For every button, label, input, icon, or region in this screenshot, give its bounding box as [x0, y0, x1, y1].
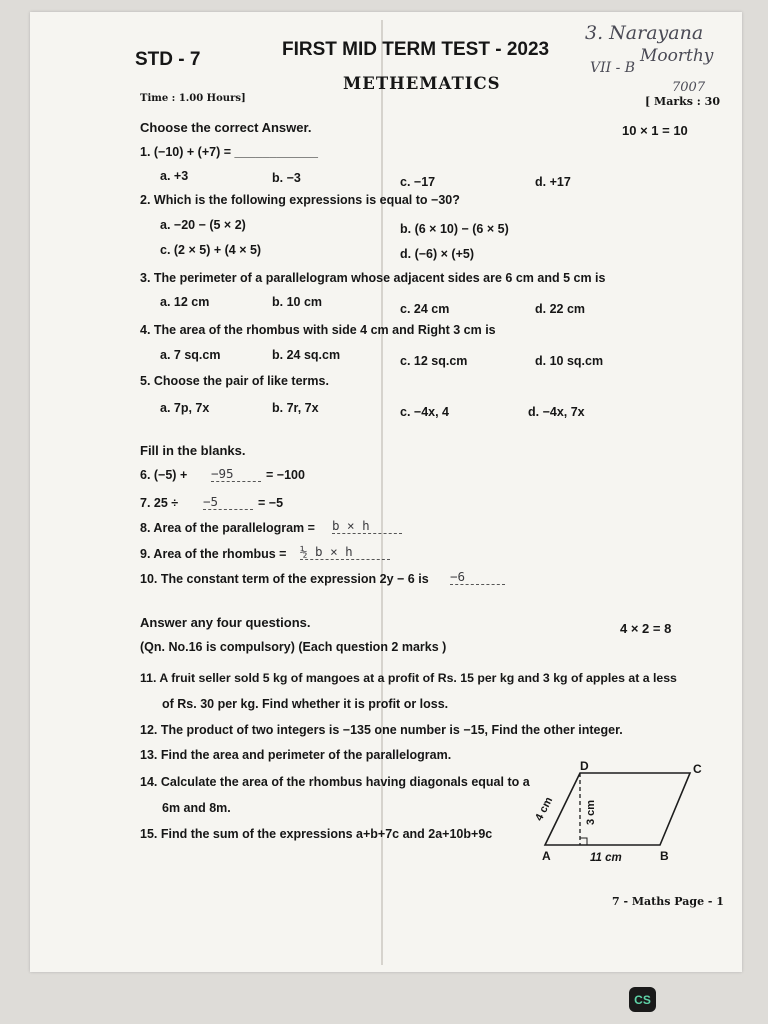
q8-answer-blank[interactable]: b × h [332, 518, 402, 534]
standard-label: STD - 7 [135, 49, 201, 70]
q2-option-d: d. (−6) × (+5) [400, 247, 474, 261]
q3-option-a: a. 12 cm [160, 295, 210, 309]
question-10: 10. The constant term of the expression 2y − 6 is [140, 572, 429, 586]
q9-answer-blank[interactable]: ½ b × h [300, 544, 390, 560]
section-c-note: (Qn. No.16 is compulsory) (Each question 2 marks ) [140, 640, 447, 654]
page-fold-crease [381, 20, 383, 965]
q5-option-a: a. 7p, 7x [160, 401, 210, 415]
q4-option-d: d. 10 sq.cm [535, 354, 604, 368]
q4-option-c: c. 12 sq.cm [400, 354, 468, 368]
handwritten-class: VII - B [590, 60, 636, 76]
vertex-label-b: B [660, 849, 669, 863]
time-label: Time : 1.00 Hours] [140, 93, 246, 104]
question-15: 15. Find the sum of the expressions a+b+7c and 2a+10b+9c [140, 827, 493, 841]
side-length-label: 4 cm [533, 795, 556, 823]
q5-option-b: b. 7r, 7x [272, 401, 319, 415]
vertex-label-d: D [580, 759, 589, 773]
q1-option-c: c. −17 [400, 175, 436, 189]
question-11-line1: 11. A fruit seller sold 5 kg of mangoes at a profit of Rs. 15 per kg and 3 kg of apples at a less [140, 671, 677, 685]
section-c-score: 4 × 2 = 8 [620, 621, 672, 636]
base-length-label: 11 cm [590, 852, 622, 864]
question-3: 3. The perimeter of a parallelogram whose adjacent sides are 6 cm and 5 cm is [140, 271, 606, 285]
q5-option-d: d. −4x, 7x [528, 405, 585, 419]
section-a-score: 10 × 1 = 10 [622, 123, 688, 138]
question-9: 9. Area of the rhombus = [140, 547, 287, 561]
q6-suffix: = −100 [266, 468, 305, 482]
question-5: 5. Choose the pair of like terms. [140, 374, 329, 388]
question-12: 12. The product of two integers is −135 one number is −15, Find the other integer. [140, 723, 623, 737]
section-c-heading: Answer any four questions. [140, 615, 311, 630]
q3-option-d: d. 22 cm [535, 302, 586, 316]
question-13: 13. Find the area and perimeter of the parallelogram. [140, 748, 452, 762]
q1-option-a: a. +3 [160, 169, 189, 183]
handwritten-name-line2: Moorthy [640, 46, 714, 66]
q7-suffix: = −5 [258, 496, 284, 510]
vertex-label-c: C [693, 762, 702, 776]
question-8: 8. Area of the parallelogram = [140, 521, 315, 535]
q2-option-b: b. (6 × 10) − (6 × 5) [400, 222, 509, 236]
vertex-label-a: A [542, 849, 551, 863]
question-4: 4. The area of the rhombus with side 4 cm and Right 3 cm is [140, 323, 496, 337]
q1-option-d: d. +17 [535, 175, 571, 189]
question-11-line2: of Rs. 30 per kg. Find whether it is profit or loss. [162, 697, 449, 711]
q7-answer-blank[interactable]: −5 [203, 494, 253, 510]
question-14-line2: 6m and 8m. [162, 801, 231, 815]
q4-option-a: a. 7 sq.cm [160, 348, 221, 362]
subject-title: METHEMATICS [343, 74, 501, 93]
question-14-line1: 14. Calculate the area of the rhombus having diagonals equal to a [140, 775, 530, 789]
camscanner-badge: CS [629, 987, 656, 1012]
q5-option-c: c. −4x, 4 [400, 405, 449, 419]
section-b-heading: Fill in the blanks. [140, 443, 246, 458]
q6-answer-blank[interactable]: −95 [211, 466, 261, 482]
q3-option-b: b. 10 cm [272, 295, 323, 309]
handwritten-roll: 7007 [672, 80, 706, 95]
q2-option-c: c. (2 × 5) + (4 × 5) [160, 243, 262, 257]
q4-option-b: b. 24 sq.cm [272, 348, 341, 362]
question-7: 7. 25 ÷ [140, 496, 179, 510]
question-6: 6. (−5) + [140, 468, 188, 482]
question-2: 2. Which is the following expressions is equal to −30? [140, 193, 460, 207]
marks-label: [ Marks : 30 [645, 95, 720, 108]
q2-option-a: a. −20 − (5 × 2) [160, 218, 246, 232]
q1-option-b: b. −3 [272, 171, 301, 185]
exam-title: FIRST MID TERM TEST - 2023 [282, 39, 550, 60]
section-a-heading: Choose the correct Answer. [140, 120, 312, 135]
q10-answer-blank[interactable]: −6 [450, 569, 505, 585]
height-label: 3 cm [585, 799, 597, 825]
question-1: 1. (−10) + (+7) = ____________ [140, 145, 318, 159]
handwritten-name-line1: 3. Narayana [585, 22, 704, 44]
page-footer: 7 - Maths Page - 1 [612, 895, 724, 908]
q3-option-c: c. 24 cm [400, 302, 450, 316]
